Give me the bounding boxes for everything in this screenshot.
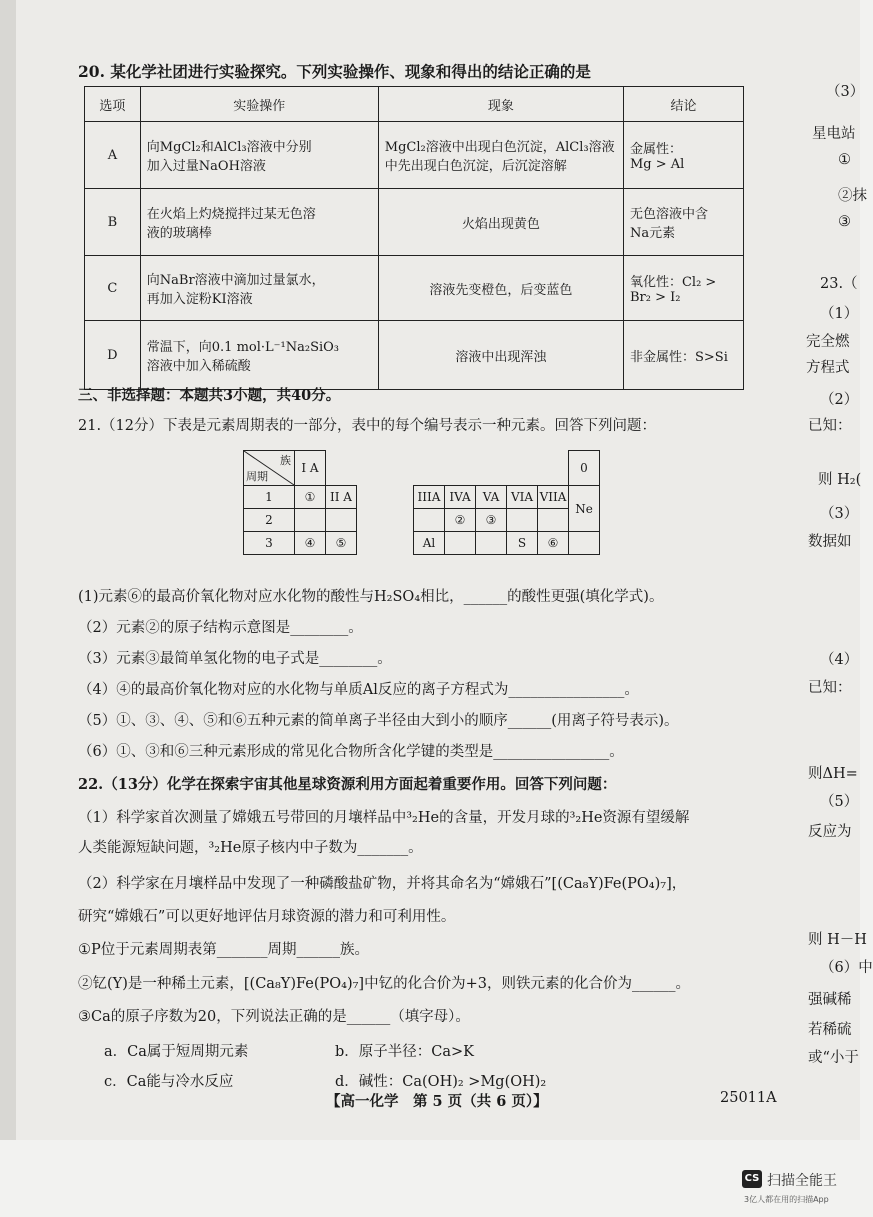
q22-sub-2: ②钇(Y)是一种稀土元素，[(Ca₈Y)Fe(PO₄)₇]中钇的化合价为+3，则铁元素的化合价为______。 (78, 976, 690, 992)
element-2: ② (445, 509, 476, 532)
scanner-tagline: 3亿人都在用的扫描App (744, 1195, 829, 1204)
q22-part1-line2: 人类能源短缺问题，³₂He原子核内中子数为_______。 (78, 840, 423, 856)
operation-cell: 向NaBr溶液中滴加过量氯水， 再加入淀粉KI溶液 (140, 256, 378, 321)
group-va: VA (476, 486, 507, 509)
q22-sub-1: ①P位于元素周期表第_______周期______族。 (78, 942, 370, 958)
operation-cell: 向MgCl₂和AlCl₃溶液中分别 加入过量NaOH溶液 (140, 122, 378, 189)
right-fragment: （1） (820, 306, 859, 322)
header-conclusion: 结论 (623, 87, 743, 122)
period-2: 2 (244, 509, 295, 532)
operation-cell: 在火焰上灼烧搅拌过某无色溶 液的玻璃棒 (140, 189, 378, 256)
right-fragment: 或“小于 (808, 1050, 859, 1066)
element-3: ③ (476, 509, 507, 532)
phenomenon-cell: MgCl₂溶液中出现白色沉淀，AlCl₃溶液 中先出现白色沉淀，后沉淀溶解 (378, 122, 623, 189)
table-row (85, 256, 744, 321)
q21-item-5: （5）①、③、④、⑤和⑥五种元素的简单离子半径由大到小的顺序______(用离子符号表示)。 (78, 713, 679, 729)
right-fragment: 星电站 (812, 126, 856, 142)
q22-option-b: b．原子半径：Ca>K (335, 1044, 475, 1060)
phenomenon-cell: 火焰出现黄色 (378, 189, 623, 256)
element-s: S (507, 532, 538, 555)
periodic-table-right (413, 450, 600, 555)
q21-item-2: （2）元素②的原子结构示意图是________。 (78, 620, 363, 636)
right-fragment: 已知： (808, 418, 852, 434)
table-row (85, 321, 744, 390)
group-0: 0 (569, 451, 600, 486)
right-fragment: （3） (820, 506, 859, 522)
element-1: ① (295, 486, 326, 509)
element-6: ⑥ (538, 532, 569, 555)
table-row (85, 122, 744, 189)
group-ia: I A (295, 451, 326, 486)
right-fragment: 方程式 (806, 360, 850, 376)
element-4: ④ (295, 532, 326, 555)
right-fragment: 完全燃 (806, 334, 850, 350)
right-fragment: 强碱稀 (808, 992, 852, 1008)
q22-part2-line2: 研究“嫦娥石”可以更好地评估月球资源的潜力和可利用性。 (78, 909, 456, 925)
header-operation: 实验操作 (140, 87, 378, 122)
q21-item-6: （6）①、③和⑥三种元素形成的常见化合物所含化学键的类型是________________。 (78, 744, 624, 760)
right-fragment: ③ (838, 214, 851, 230)
question-21-intro: 21.（12分）下表是元素周期表的一部分，表中的每个编号表示一种元素。回答下列问题： (78, 418, 657, 434)
right-fragment: （3） (826, 84, 865, 100)
conclusion-cell: 非金属性：S>Si (623, 321, 743, 390)
q22-option-c: c．Ca能与冷水反应 (104, 1074, 234, 1090)
period-3: 3 (244, 532, 295, 555)
q21-item-3: （3）元素③最简单氢化物的电子式是________。 (78, 651, 392, 667)
group-viia: VIIA (538, 486, 569, 509)
q21-item-4: （4）④的最高价氧化物对应的水化物与单质Al反应的离子方程式为________________。 (78, 682, 639, 698)
phenomenon-cell: 溶液中出现浑浊 (378, 321, 623, 390)
right-fragment: （2） (820, 392, 859, 408)
element-al: Al (414, 532, 445, 555)
page-footer: 【高一化学 第 5 页（共 6 页）】 (326, 1093, 548, 1110)
right-fragment: （4） (820, 652, 859, 668)
right-fragment: 23.（ (820, 276, 858, 292)
right-fragment: （5） (820, 794, 859, 810)
camscanner-logo-icon: CS (742, 1170, 762, 1188)
period-1: 1 (244, 486, 295, 509)
option-label: C (85, 256, 141, 321)
question-22-intro: 22.（13分）化学在探索宇宙其他星球资源利用方面起着重要作用。回答下列问题： (78, 776, 617, 793)
header-phenomenon: 现象 (378, 87, 623, 122)
right-fragment: ① (838, 152, 851, 168)
q22-option-a: a．Ca属于短周期元素 (104, 1044, 249, 1060)
right-fragment: （6）中 (820, 960, 873, 976)
element-5: ⑤ (326, 532, 357, 555)
periodic-table-left (243, 450, 357, 555)
table-row (85, 189, 744, 256)
conclusion-cell: 金属性： Mg > Al (623, 122, 743, 189)
operation-cell: 常温下，向0.1 mol·L⁻¹Na₂SiO₃ 溶液中加入稀硫酸 (140, 321, 378, 390)
element-ne: Ne (569, 486, 600, 532)
header-option: 选项 (85, 87, 141, 122)
q22-sub-3: ③Ca的原子序数为20，下列说法正确的是______（填字母）。 (78, 1009, 470, 1025)
period-label: 周期 (246, 470, 268, 483)
right-fragment: 数据如 (808, 534, 852, 550)
right-fragment: 则ΔH= (808, 766, 858, 782)
q22-option-d: d．碱性：Ca(OH)₂ >Mg(OH)₂ (335, 1074, 547, 1090)
corner-cell (244, 451, 295, 486)
phenomenon-cell: 溶液先变橙色，后变蓝色 (378, 256, 623, 321)
conclusion-cell: 氧化性：Cl₂ > Br₂ > I₂ (623, 256, 743, 321)
group-via: VIA (507, 486, 538, 509)
section-3-heading: 三、非选择题：本题共3小题，共40分。 (78, 387, 341, 404)
option-label: D (85, 321, 141, 390)
group-iiia: IIIA (414, 486, 445, 509)
question-20-title: 20. 某化学社团进行实验探究。下列实验操作、现象和得出的结论正确的是 (78, 62, 591, 81)
conclusion-cell: 无色溶液中含 Na元素 (623, 189, 743, 256)
scanner-app-name: 扫描全能王 (767, 1173, 837, 1189)
right-fragment: 则 H－H (808, 932, 867, 948)
option-label: A (85, 122, 141, 189)
page-edge (0, 0, 16, 1140)
group-label: 族 (280, 454, 291, 467)
option-label: B (85, 189, 141, 256)
group-iia: II A (326, 486, 357, 509)
q21-item-1: (1)元素⑥的最高价氧化物对应水化物的酸性与H₂SO₄相比，______的酸性更强(填化学式)。 (78, 589, 664, 605)
right-fragment: 反应为 (808, 824, 852, 840)
q22-part1-line1: （1）科学家首次测量了嫦娥五号带回的月壤样品中³₂He的含量，开发月球的³₂He资源有望缓解 (78, 810, 690, 826)
right-fragment: ②抹 (838, 188, 867, 204)
right-fragment: 若稀硫 (808, 1022, 852, 1038)
right-fragment: 则 H₂( (818, 472, 862, 488)
group-iva: IVA (445, 486, 476, 509)
q22-part2-line1: （2）科学家在月壤样品中发现了一种磷酸盐矿物，并将其命名为“嫦娥石”[(Ca₈Y)Fe(PO₄)₇]， (78, 876, 687, 892)
experiment-table (84, 86, 744, 390)
exam-code: 25011A (720, 1090, 777, 1106)
right-fragment: 已知： (808, 680, 852, 696)
